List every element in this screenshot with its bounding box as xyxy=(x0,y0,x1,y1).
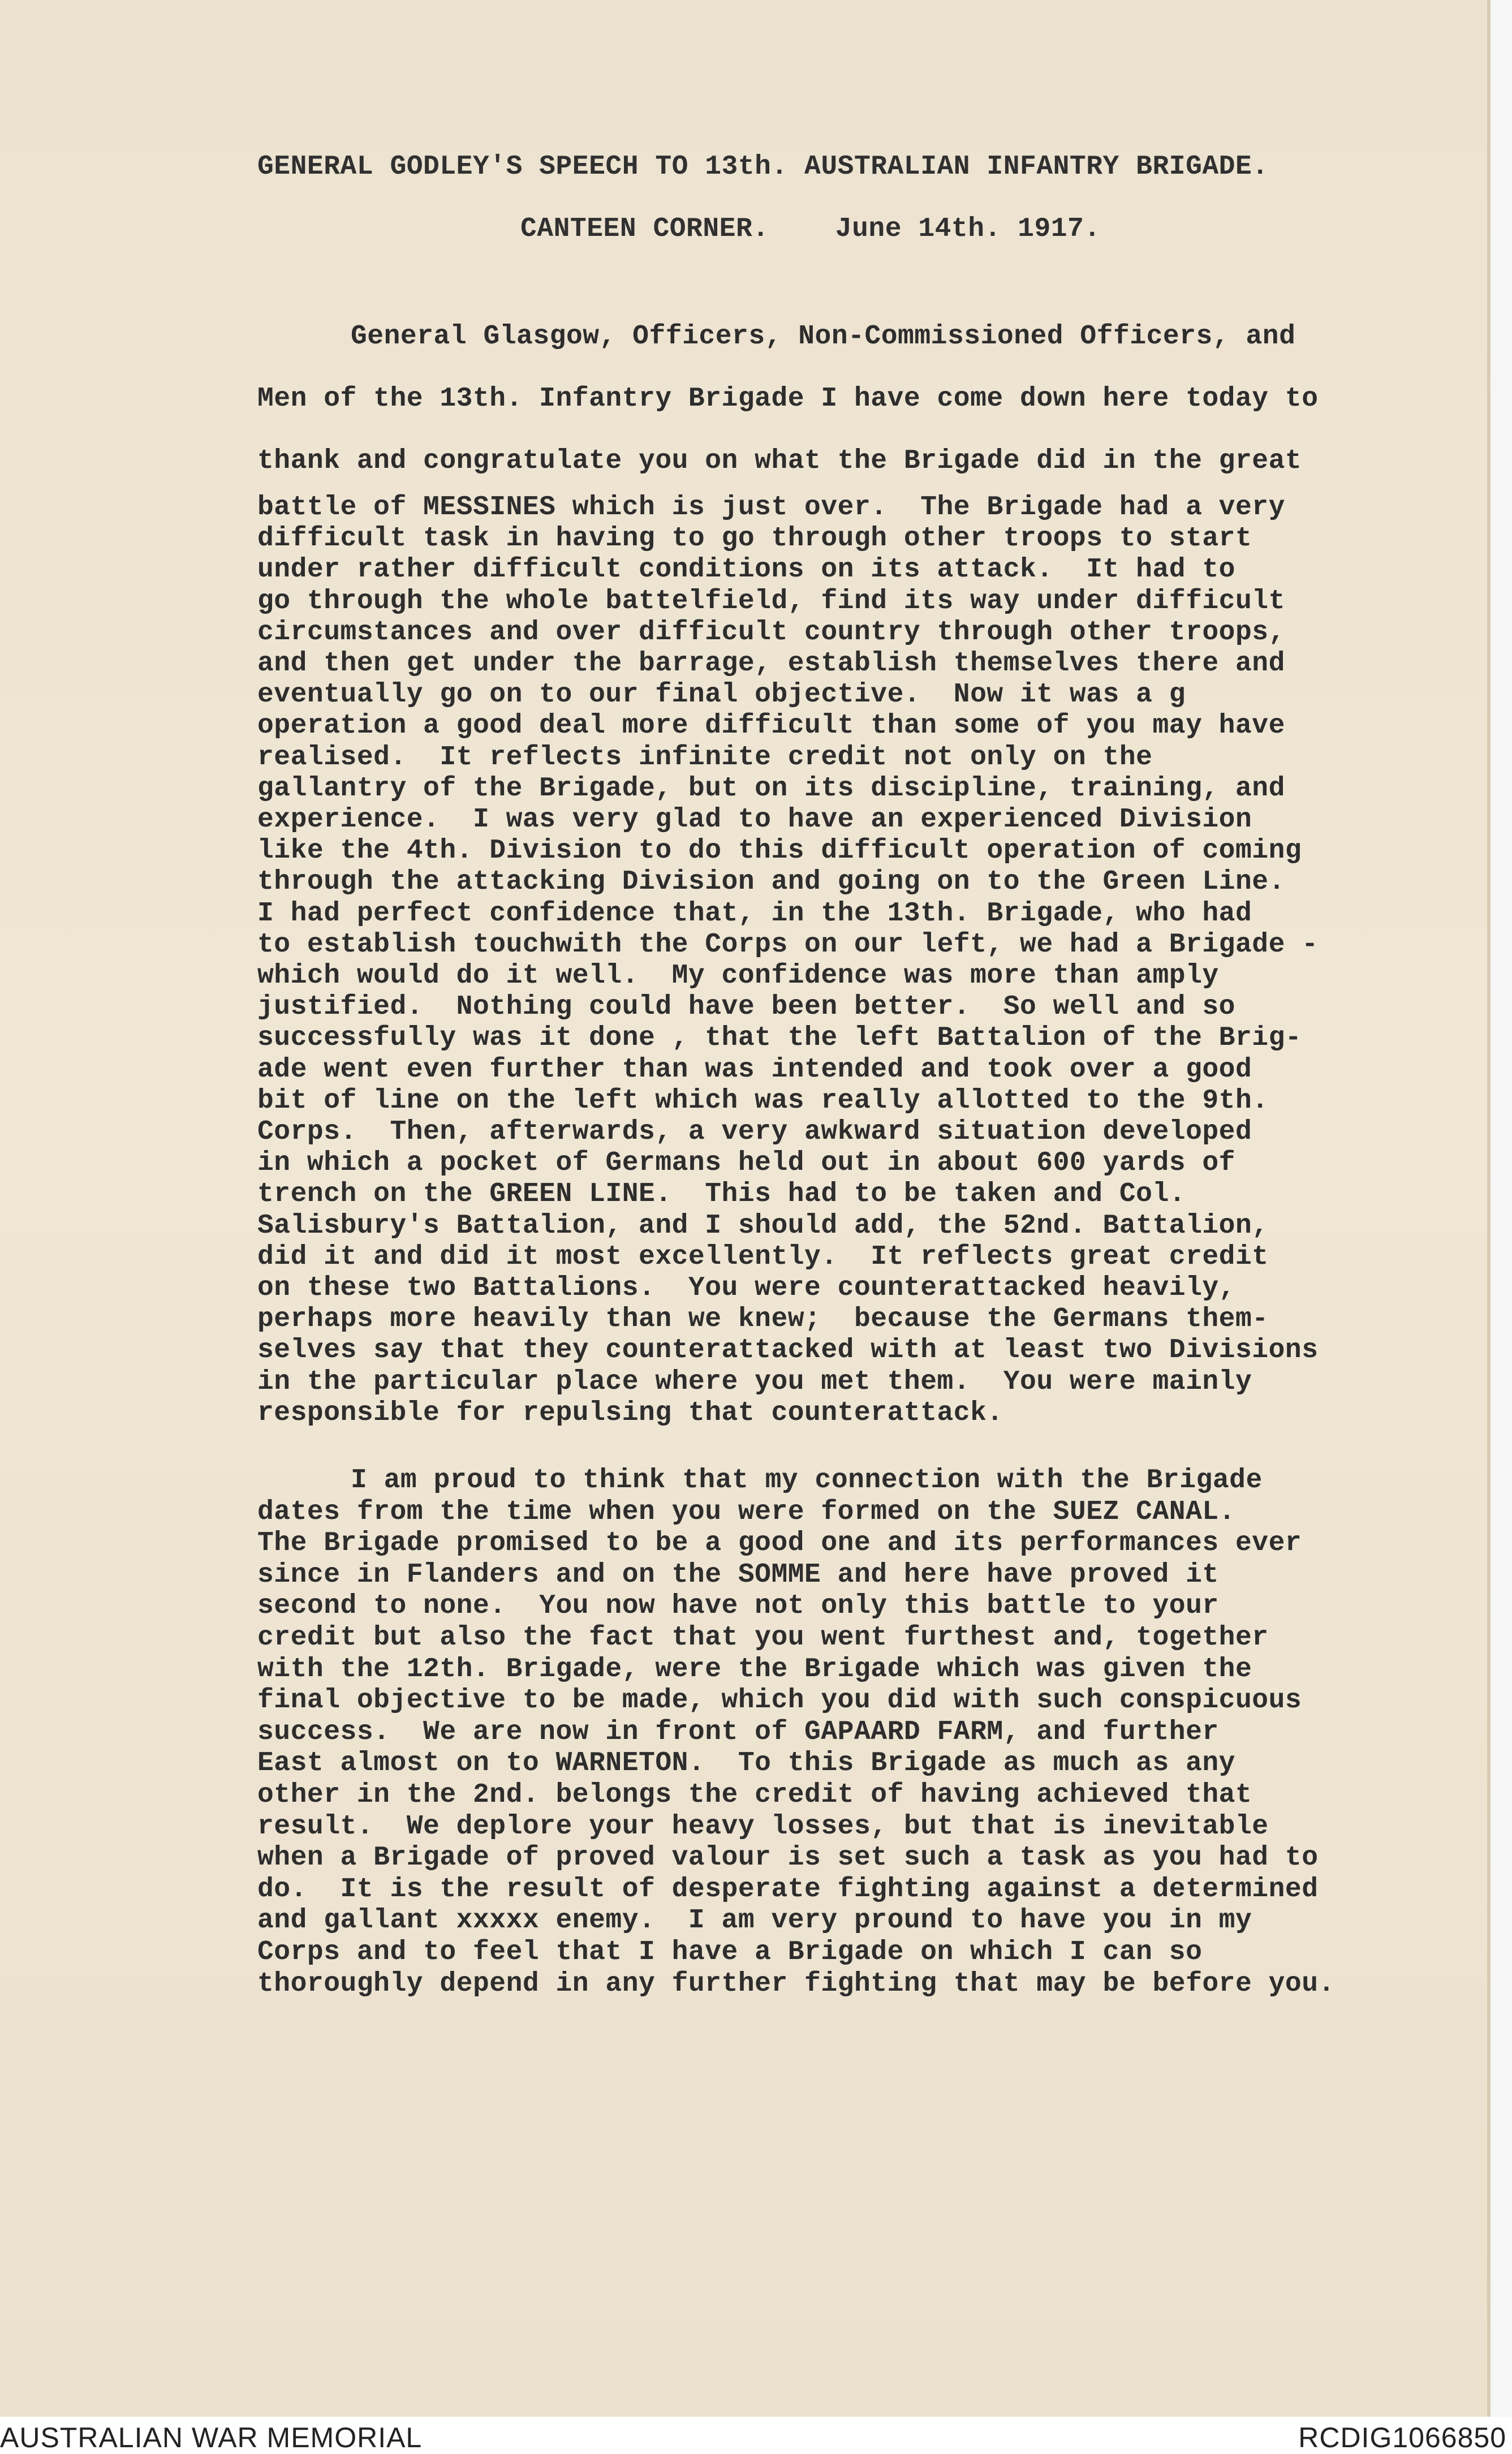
text-line: and then get under the barrage, establish themselves there and xyxy=(257,648,1285,679)
text-line: in the particular place where you met them. You were mainly xyxy=(257,1366,1252,1397)
text-line: experience. I was very glad to have an experienced Division xyxy=(257,804,1252,836)
text-line: circumstances and over difficult country through other troops, xyxy=(257,617,1285,648)
text-line: I am proud to think that my connection with the Brigade xyxy=(351,1465,1263,1496)
archive-footer xyxy=(0,2417,1512,2454)
footer-record-id: RCDIG1066850 xyxy=(1298,2422,1506,2453)
text-line: General Glasgow, Officers, Non-Commissioned Officers, and xyxy=(351,321,1296,352)
text-line: selves say that they counterattacked with at least two Divisions xyxy=(257,1335,1319,1366)
text-line: Corps. Then, afterwards, a very awkward situation developed xyxy=(257,1117,1252,1148)
text-line: did it and did it most excellently. It reflects great credit xyxy=(257,1241,1269,1272)
text-line: thoroughly depend in any further fighting that may be before you. xyxy=(257,1968,1335,1999)
text-line: other in the 2nd. belongs the credit of having achieved that xyxy=(257,1779,1252,1810)
text-line: like the 4th. Division to do this difficult operation of coming xyxy=(257,836,1302,867)
footer-institution: AUSTRALIAN WAR MEMORIAL xyxy=(0,2422,423,2453)
text-line: ade went even further than was intended and took over a good xyxy=(257,1054,1252,1085)
text-line: Corps and to feel that I have a Brigade on which I can so xyxy=(257,1936,1203,1967)
text-line: Men of the 13th. Infantry Brigade I have come down here today to xyxy=(257,384,1319,414)
text-line: eventually go on to our final objective. Now it was a g xyxy=(257,679,1186,711)
text-line: when a Brigade of proved valour is set such a task as you had to xyxy=(257,1842,1319,1874)
text-line: difficult task in having to go through other troops to start xyxy=(257,523,1252,554)
text-line: responsible for repulsing that counterattack. xyxy=(257,1397,1003,1428)
text-line: credit but also the fact that you went furthest and, together xyxy=(257,1622,1269,1653)
text-line: do. It is the result of desperate fighting against a determined xyxy=(257,1874,1319,1905)
text-line: thank and congratulate you on what the Brigade did in the great xyxy=(257,446,1302,476)
text-line: operation a good deal more difficult than some of you may have xyxy=(257,711,1285,742)
text-line: I had perfect confidence that, in the 13th. Brigade, who had xyxy=(257,898,1252,929)
text-line: gallantry of the Brigade, but on its discipline, training, and xyxy=(257,773,1285,804)
text-line: justified. Nothing could have been better. So well and so xyxy=(257,992,1235,1023)
document-subtitle: CANTEEN CORNER. June 14th. 1917. xyxy=(520,214,1101,244)
text-line: success. We are now in front of GAPAARD FARM, and further xyxy=(257,1716,1219,1747)
text-line: battle of MESSINES which is just over. The Brigade had a very xyxy=(257,492,1285,523)
body-paragraph-2 xyxy=(257,1465,1335,2000)
text-line: and gallant xxxxx enemy. I am very pround to have you in my xyxy=(257,1905,1252,1936)
text-line: Salisbury's Battalion, and I should add, the 52nd. Battalion, xyxy=(257,1210,1269,1241)
text-line: perhaps more heavily than we knew; because the Germans them- xyxy=(257,1304,1269,1335)
text-line: trench on the GREEN LINE. This had to be taken and Col. xyxy=(257,1179,1186,1210)
opening-paragraph xyxy=(257,305,1319,492)
text-line: through the attacking Division and going on to the Green Line. xyxy=(257,867,1285,898)
text-line: dates from the time when you were formed on the SUEZ CANAL. xyxy=(257,1496,1235,1527)
text-line: in which a pocket of Germans held out in about 600 yards of xyxy=(257,1148,1235,1179)
text-line: to establish touchwith the Corps on our left, we had a Brigade - xyxy=(257,929,1319,960)
text-line: second to none. You now have not only this battle to your xyxy=(257,1591,1219,1622)
text-line: which would do it well. My confidence was more than amply xyxy=(257,961,1219,992)
document-title: GENERAL GODLEY'S SPEECH TO 13th. AUSTRALIAN INFANTRY BRIGADE. xyxy=(257,152,1269,182)
text-line: with the 12th. Brigade, were the Brigade which was given the xyxy=(257,1654,1252,1685)
text-line: result. We deplore your heavy losses, but that is inevitable xyxy=(257,1811,1269,1842)
text-line: on these two Battalions. You were counterattacked heavily, xyxy=(257,1273,1235,1304)
text-line: go through the whole battelfield, find its way under difficult xyxy=(257,585,1285,617)
text-line: successfully was it done , that the left Battalion of the Brig- xyxy=(257,1023,1302,1054)
scan-margin-strip xyxy=(1491,0,1512,2417)
text-line: under rather difficult conditions on its attack. It had to xyxy=(257,554,1235,585)
text-line: since in Flanders and on the SOMME and here have proved it xyxy=(257,1559,1219,1590)
text-line: East almost on to WARNETON. To this Brigade as much as any xyxy=(257,1748,1235,1779)
body-paragraph-1 xyxy=(257,492,1319,1429)
text-line: realised. It reflects infinite credit not only on the xyxy=(257,742,1153,773)
text-line: The Brigade promised to be a good one and its performances ever xyxy=(257,1528,1302,1559)
text-line: bit of line on the left which was really allotted to the 9th. xyxy=(257,1085,1269,1116)
text-line: final objective to be made, which you did with such conspicuous xyxy=(257,1685,1302,1716)
